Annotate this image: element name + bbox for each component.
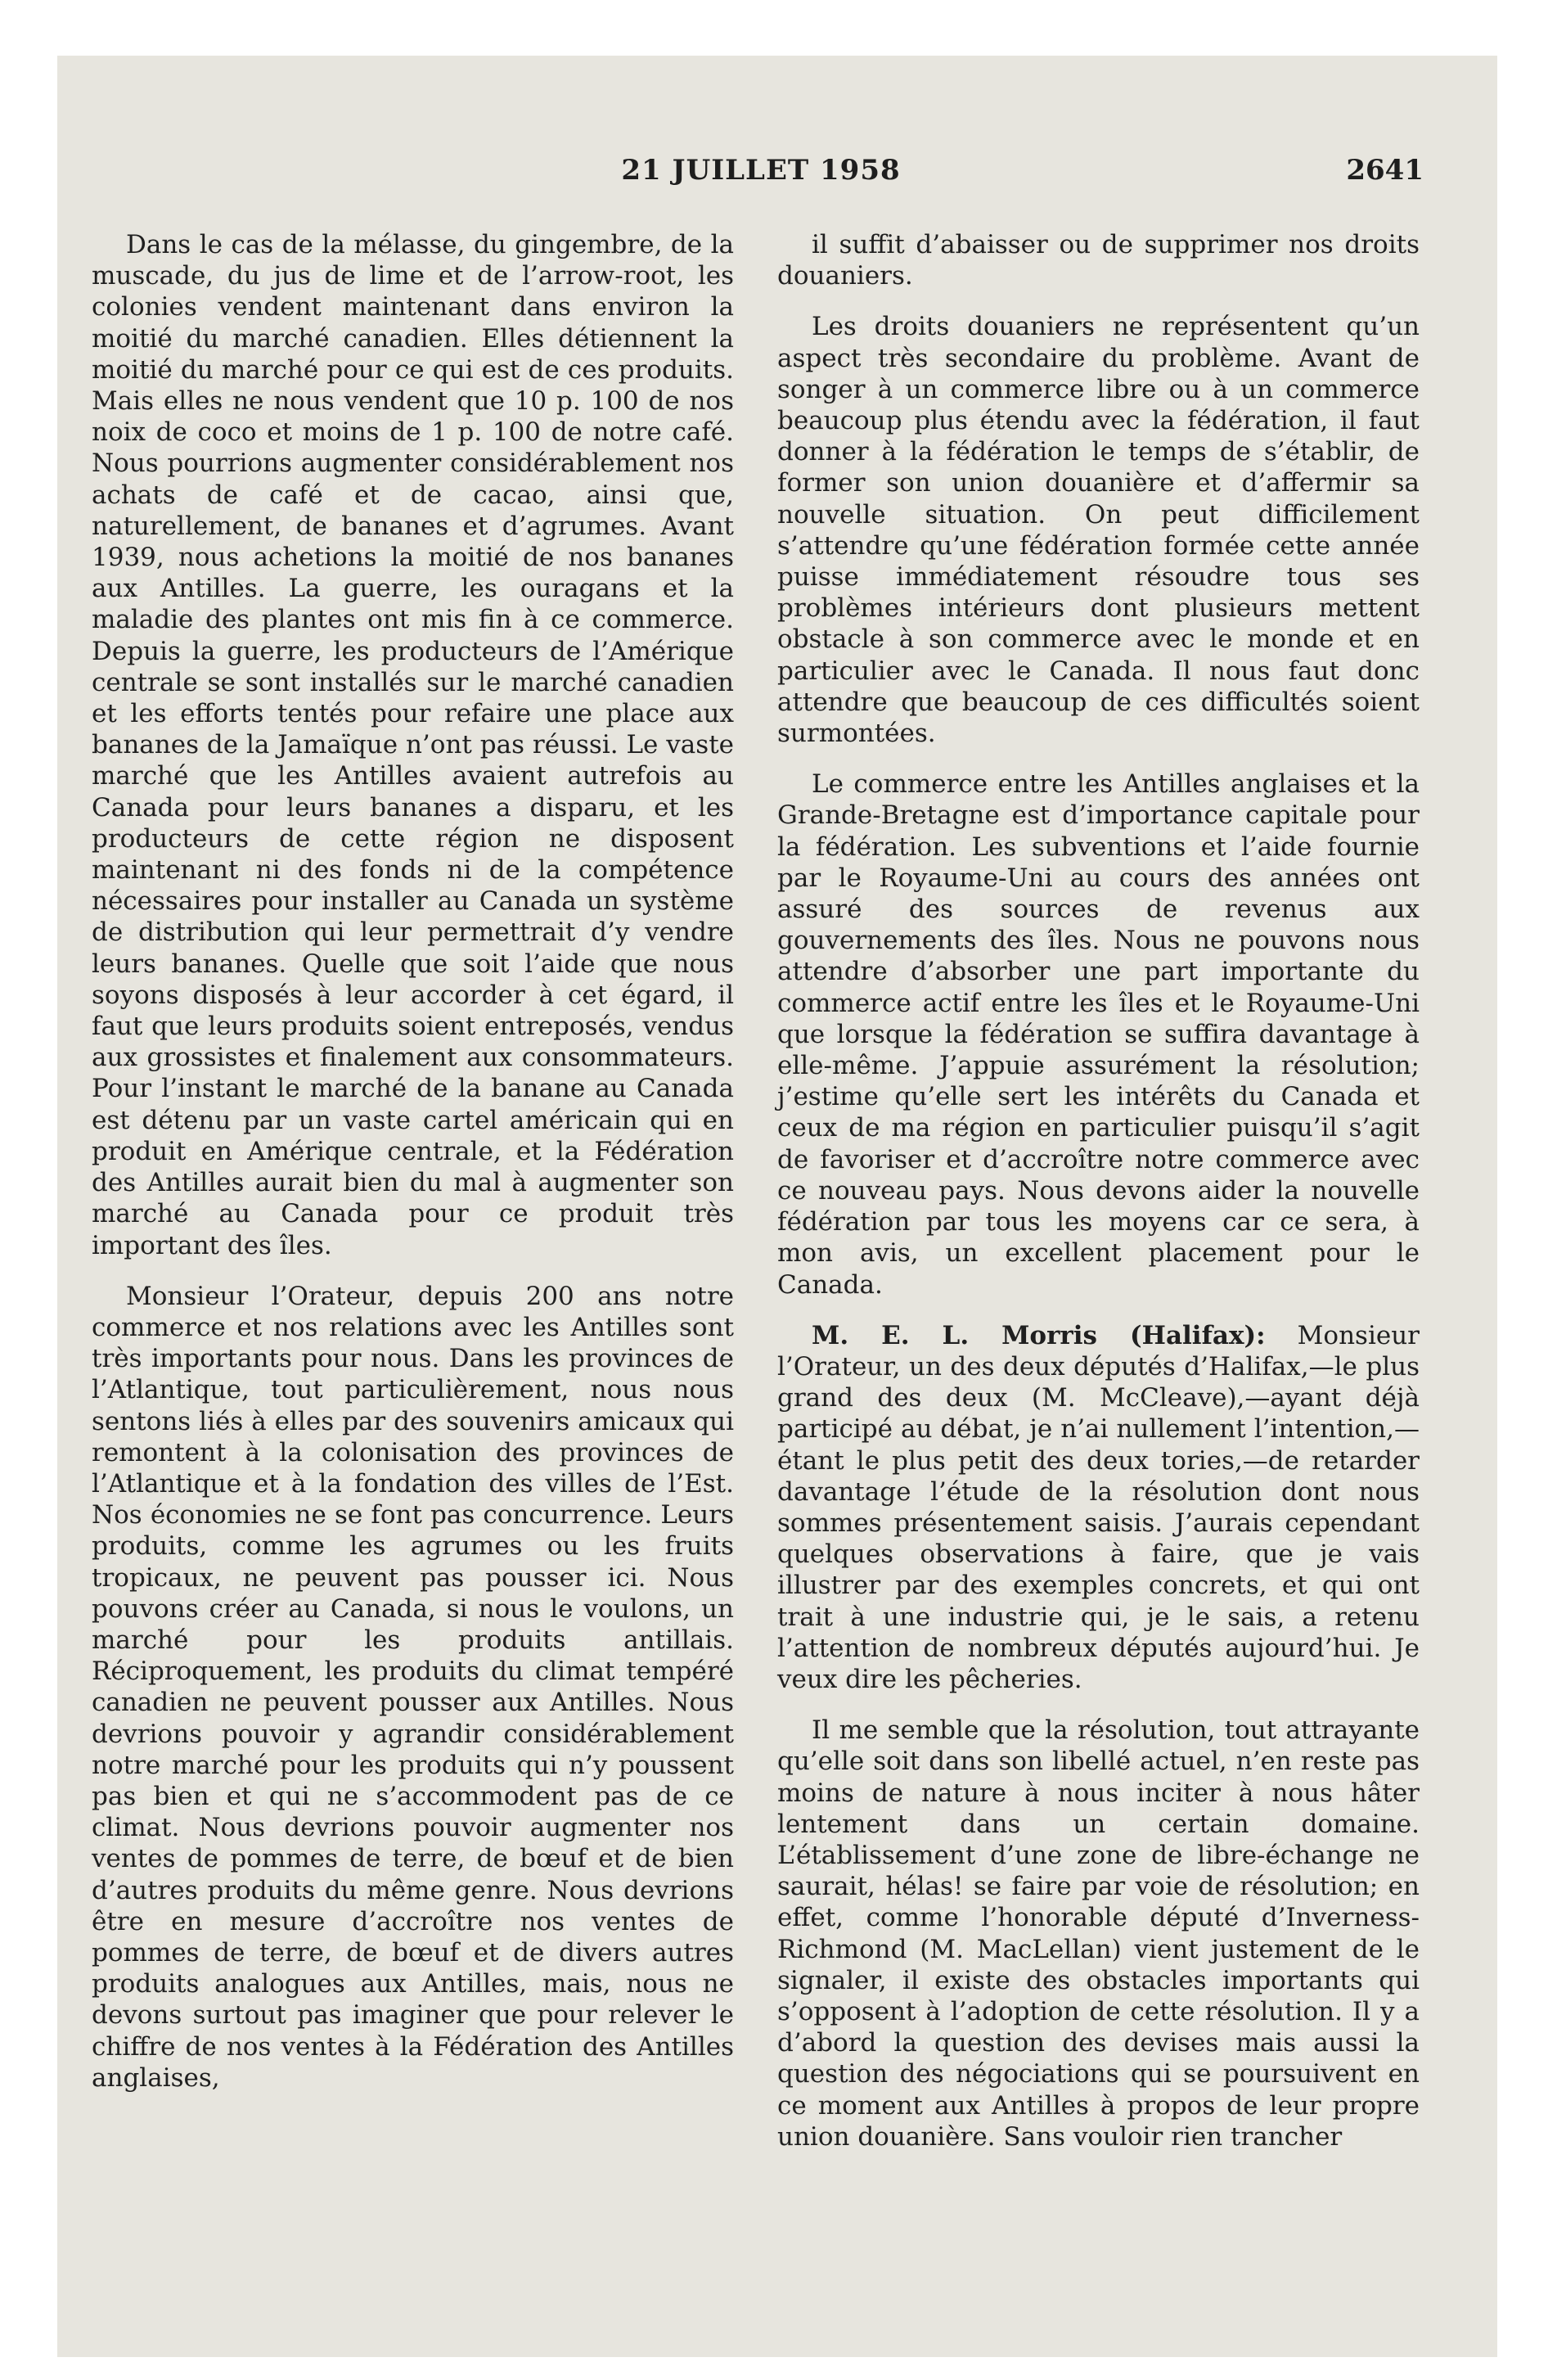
speaker-text: Monsieur l’Orateur, un des deux députés d’Halifax,—le plus grand des deux (M. McCleave),—ayant déjà participé au débat, je n’ai nullement l’intention,—étant le plus petit des deux tories,—de retarder davantage l’étude de la résolution dont nous sommes présentement saisis. J’aurais cependant quelques observations à faire, que je vais illustrer par des exemples concrets, et qui ont trait à une industrie qui, je le sais, a retenu l’attention de nombreux députés aujourd’hui. Je veux dire les pêcheries. bbox=[777, 1320, 1420, 1694]
paragraph: Les droits douaniers ne représentent qu’un aspect très secondaire du problème. Avant de songer à un commerce libre ou à un commerce beaucoup plus étendu avec la fédération, il faut donner à la fédération le temps de s’établir, de former son union douanière et d’affermir sa nouvelle situation. On peut difficilement s’attendre qu’une fédération formée cette année puisse immédiatement résoudre tous ses problèmes intérieurs dont plusieurs mettent obstacle à son commerce avec le monde et en particulier avec le Canada. Il nous faut donc attendre que beaucoup de ces difficultés soient surmontées. bbox=[777, 312, 1420, 749]
paragraph: Il me semble que la résolution, tout attrayante qu’elle soit dans son libellé actuel, n’en reste pas moins de nature à nous inciter à nous hâter lentement dans un certain domaine. L’établissement d’une zone de libre-échange ne saurait, hélas! se faire par voie de résolution; en effet, comme l’honorable député d’Inverness-Richmond (M. MacLellan) vient justement de le signaler, il existe des obstacles importants qui s’opposent à l’adoption de cette résolution. Il y a d’abord la question des devises mais aussi la question des négociations qui se poursuivent en ce moment aux Antilles à propos de leur propre union douanière. Sans vouloir rien trancher bbox=[777, 1715, 1420, 2152]
paragraph: Le commerce entre les Antilles anglaises et la Grande-Bretagne est d’importance capitale pour la fédération. Les subventions et l’aide fournie par le Royaume-Uni au cours des années ont assuré des sources de revenus aux gouvernements des îles. Nous ne pouvons nous attendre d’absorber une part importante du commerce actif entre les îles et le Royaume-Uni que lorsque la fédération se suffira davantage à elle-même. J’appuie assurément la résolution; j’estime qu’elle sert les intérêts du Canada et ceux de ma région en particulier puisqu’il s’agit de favoriser et d’accroître notre commerce avec ce nouveau pays. Nous devons aider la nouvelle fédération par tous les moyens car ce sera, à mon avis, un excellent placement pour le Canada. bbox=[777, 769, 1420, 1300]
paragraph: Dans le cas de la mélasse, du gingembre, de la muscade, du jus de lime et de l’arrow-root, les colonies vendent maintenant dans environ la moitié du marché canadien. Elles détiennent la moitié du marché pour ce qui est de ces produits. Mais elles ne nous vendent que 10 p. 100 de nos noix de coco et moins de 1 p. 100 de notre café. Nous pourrions augmenter considérablement nos achats de café et de cacao, ainsi que, naturellement, de bananes et d’agrumes. Avant 1939, nous achetions la moitié de nos bananes aux Antilles. La guerre, les ouragans et la maladie des plantes ont mis fin à ce commerce. Depuis la guerre, les producteurs de l’Amérique centrale se sont installés sur le marché canadien et les efforts tentés pour refaire une place aux bananes de la Jamaïque n’ont pas réussi. Le vaste marché que les Antilles avaient autrefois au Canada pour leurs bananes a disparu, et les producteurs de cette région ne disposent maintenant ni des fonds ni de la compétence nécessaires pour installer au Canada un système de distribution qui leur permettrait d’y vendre leurs bananes. Quelle que soit l’aide que nous soyons disposés à leur accorder à cet égard, il faut que leurs produits soient entreposés, vendus aux grossistes et finalement aux consommateurs. Pour l’instant le marché de la banane au Canada est détenu par un vaste cartel américain qui en produit en Amérique centrale, et la Fédération des Antilles aurait bien du mal à augmenter son marché au Canada pour ce produit très important des îles. bbox=[92, 230, 734, 1260]
header-date: 21 JUILLET 1958 bbox=[621, 154, 901, 187]
paragraph: il suffit d’abaisser ou de supprimer nos droits douaniers. bbox=[777, 230, 1420, 291]
page-number: 2641 bbox=[1346, 154, 1424, 187]
speaker-name: M. E. L. Morris (Halifax): bbox=[812, 1320, 1266, 1350]
paragraph: Monsieur l’Orateur, depuis 200 ans notre commerce et nos relations avec les Antilles sont très importants pour nous. Dans les provinces de l’Atlantique, tout particulièrement, nous nous sentons liés à elles par des souvenirs amicaux qui remontent à la colonisation des provinces de l’Atlantique et à la fondation des villes de l’Est. Nos économies ne se font pas concurrence. Leurs produits, comme les agrumes ou les fruits tropicaux, ne peuvent pas pousser ici. Nous pouvons créer au Canada, si nous le voulons, un marché pour les produits antillais. Réciproquement, les produits du climat tempéré canadien ne peuvent pousser aux Antilles. Nous devrions pouvoir y agrandir considérablement notre marché pour les produits qui n’y poussent pas bien et qui ne s’accommodent pas de ce climat. Nous devrions pouvoir augmenter nos ventes de pommes de terre, de bœuf et de bien d’autres produits du même genre. Nous devrions être en mesure d’accroître nos ventes de pommes de terre, de bœuf et de divers autres produits analogues aux Antilles, mais, nous ne devons surtout pas imaginer que pour relever le chiffre de nos ventes à la Fédération des Antilles anglaises, bbox=[92, 1281, 734, 2093]
right-column bbox=[777, 229, 1420, 2172]
page-header bbox=[98, 154, 1424, 203]
speaker-paragraph bbox=[777, 1320, 1420, 1695]
left-column bbox=[92, 229, 734, 2113]
